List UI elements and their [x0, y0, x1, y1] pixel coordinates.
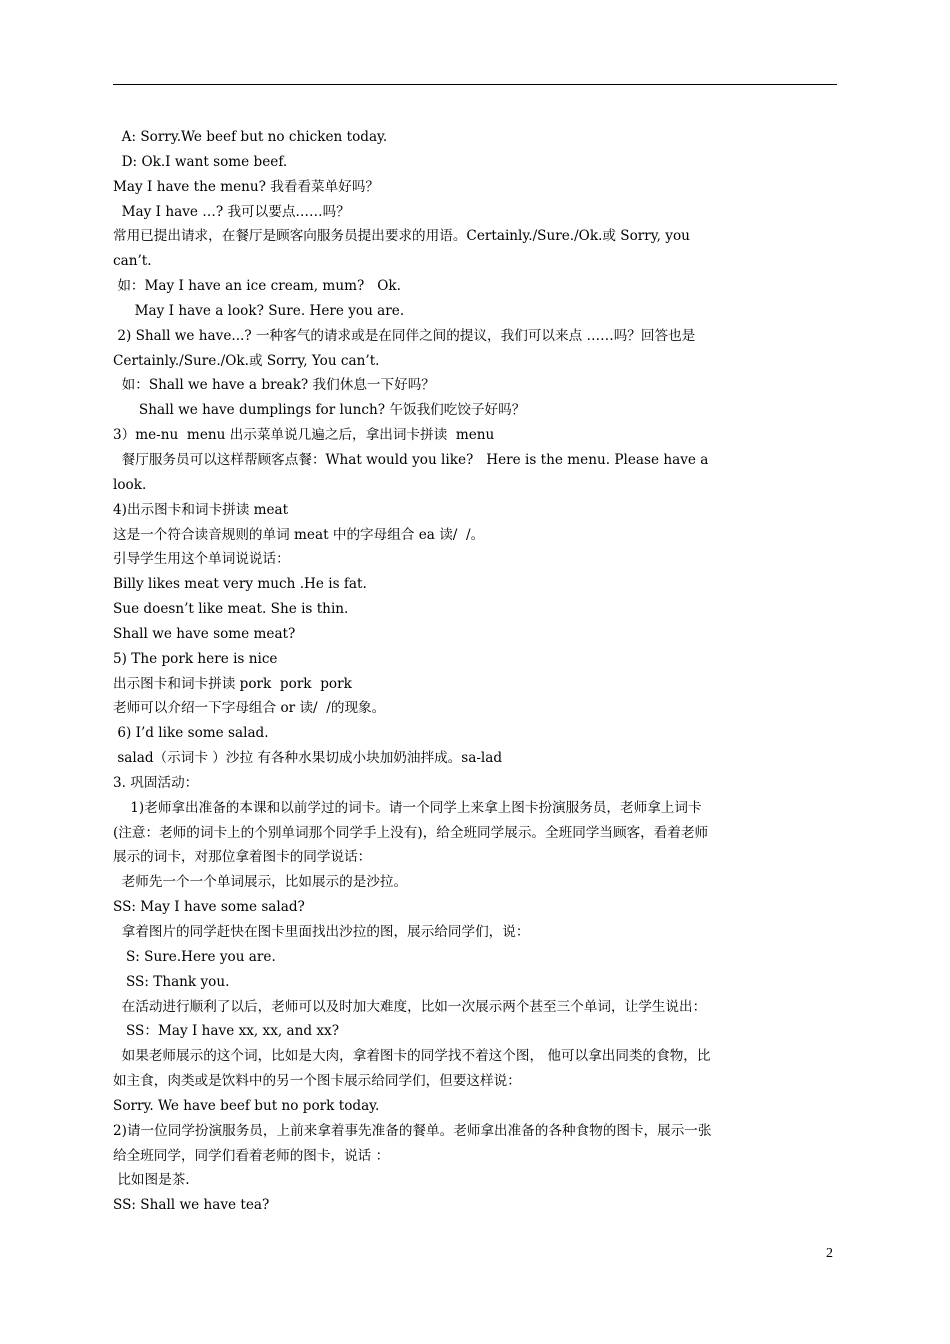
body-text: [113, 125, 841, 1218]
text-line: Shall we have dumplings for lunch? 午饭我们吃饺子好吗？: [113, 402, 526, 419]
text-line: 4)出示图卡和词卡拼读 meat: [113, 501, 289, 518]
text-line: 常用已提出请求，在餐厅是顾客向服务员提出要求的用语。Certainly./Sure./Ok.或 Sorry, you: [113, 228, 690, 245]
text-line: 出示图卡和词卡拼读 pork pork pork: [113, 675, 352, 692]
text-line: 展示的词卡，对那位拿着图卡的同学说话：: [113, 849, 372, 866]
text-line: Sue doesn’t like meat. She is thin.: [113, 601, 349, 618]
page-number: 2: [826, 1246, 833, 1261]
text-line: 如主食，肉类或是饮料中的另一个图卡展示给同学们，但要这样说：: [113, 1073, 521, 1090]
text-line: 2)请一位同学扮演服务员，上前来拿着事先准备的餐单。老师拿出准备的各种食物的图卡，展示一张: [113, 1122, 712, 1139]
text-line: SS: Shall we have tea?: [113, 1197, 270, 1214]
text-line: 1)老师拿出准备的本课和以前学过的词卡。请一个同学上来拿上图卡扮演服务员，老师拿上词卡: [113, 799, 702, 816]
text-line: 老师先一个一个单词展示，比如展示的是沙拉。: [113, 874, 408, 891]
text-line: 比如图是茶.: [113, 1172, 190, 1189]
text-line: 这是一个符合读音规则的单词 meat 中的字母组合 ea 读/ /。: [113, 526, 485, 543]
text-line: 引导学生用这个单词说说话：: [113, 551, 290, 568]
text-line: A: Sorry.We beef but no chicken today.: [113, 129, 388, 145]
text-line: 2) Shall we have...? 一种客气的请求或是在同伴之间的提议，我们可以来点 ……吗？回答也是: [113, 327, 696, 344]
text-line: 6) I’d like some salad.: [113, 725, 269, 742]
text-line: D: Ok.I want some beef.: [113, 153, 288, 170]
text-line: 如：May I have an ice cream, mum? Ok.: [113, 278, 401, 295]
text-line: 如：Shall we have a break? 我们休息一下好吗？: [113, 377, 435, 394]
text-line: SS：May I have xx, xx, and xx?: [113, 1023, 340, 1040]
text-line: 5) The pork here is nice: [113, 650, 278, 667]
text-line: S: Sure.Here you are.: [113, 948, 276, 965]
text-line: salad（示词卡 ）沙拉 有各种水果切成小块加奶油拌成。sa-lad: [113, 750, 503, 767]
text-line: Billy likes meat very much .He is fat.: [113, 576, 367, 593]
text-line: Certainly./Sure./Ok.或 Sorry, You can’t.: [113, 352, 380, 369]
text-line: Sorry. We have beef but no pork today.: [113, 1097, 380, 1114]
text-line: 3）me-nu menu 出示菜单说几遍之后，拿出词卡拼读 menu: [113, 427, 495, 444]
text-line: May I have …? 我可以要点……吗？: [113, 203, 350, 220]
text-line: (注意：老师的词卡上的个别单词那个同学手上没有)，给全班同学展示。全班同学当顾客，看着老师: [113, 824, 709, 841]
text-line: look.: [113, 476, 147, 493]
header-rule: [113, 84, 837, 85]
text-line: SS: May I have some salad?: [113, 899, 305, 916]
text-line: May I have the menu? 我看看菜单好吗？: [113, 178, 380, 195]
text-line: Shall we have some meat?: [113, 625, 296, 642]
text-line: 3. 巩固活动：: [113, 774, 199, 791]
text-line: 餐厅服务员可以这样帮顾客点餐：What would you like? Here is the menu. Please have a: [113, 451, 709, 468]
text-line: 给全班同学，同学们看着老师的图卡，说话 ：: [113, 1147, 390, 1164]
text-line: can’t.: [113, 253, 152, 270]
text-line: 拿着图片的同学赶快在图卡里面找出沙拉的图，展示给同学们，说：: [113, 924, 530, 940]
text-line: 老师可以介绍一下字母组合 or 读/ /的现象。: [113, 700, 386, 717]
text-line: May I have a look? Sure. Here you are.: [113, 302, 405, 319]
text-line: 在活动进行顺利了以后，老师可以及时加大难度，比如一次展示两个甚至三个单词，让学生说出：: [113, 998, 707, 1015]
text-line: SS: Thank you.: [113, 973, 230, 990]
text-line: 如果老师展示的这个词，比如是大肉，拿着图卡的同学找不着这个图， 他可以拿出同类的食物，比: [113, 1048, 711, 1065]
